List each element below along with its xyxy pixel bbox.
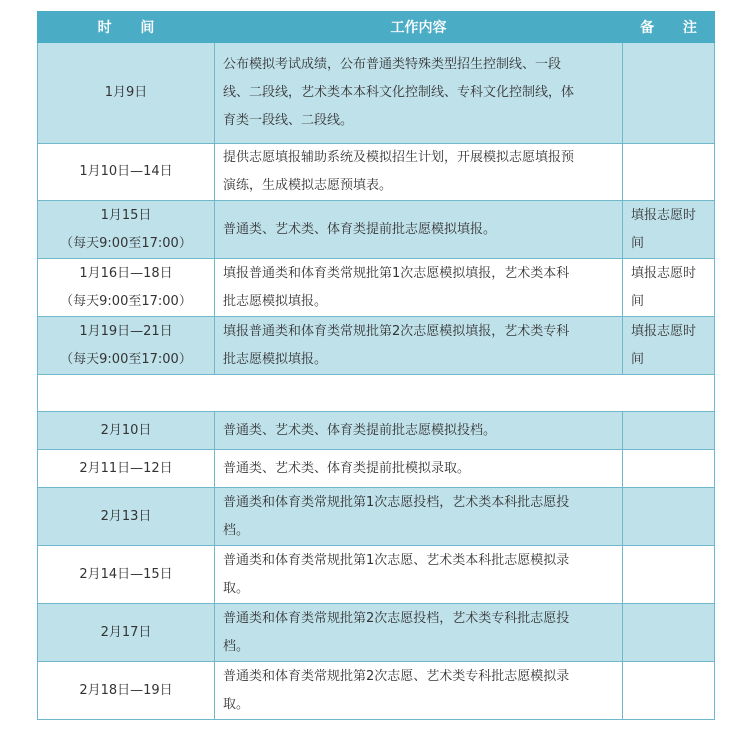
work-line: 批志愿模拟填报。 [223, 293, 328, 309]
note-cell [623, 450, 715, 488]
time-cell [38, 201, 215, 259]
note-cell [623, 317, 715, 375]
header-note: 备 注 [623, 12, 715, 43]
header-time: 时 间 [38, 12, 215, 43]
time-line: （每天9:00至17:00） [60, 235, 192, 251]
time-line: 1月16日—18日 [79, 265, 173, 281]
time-cell [38, 450, 215, 488]
time-line: 1月10日—14日 [79, 164, 173, 179]
work-line: 普通类和体育类常规批第1次志愿、艺术类本科批志愿模拟录 [223, 552, 570, 568]
time-cell [38, 259, 215, 317]
time-line: 1月9日 [104, 85, 148, 100]
time-cell [38, 662, 215, 720]
note-line: 填报志愿时 [631, 323, 697, 339]
work-line: 取。 [223, 696, 250, 712]
note-cell [623, 546, 715, 604]
note-line: 间 [631, 351, 645, 367]
note-line: 间 [631, 235, 645, 251]
table-row [38, 604, 715, 662]
schedule-table [37, 11, 715, 720]
work-cell [215, 662, 623, 720]
note-cell [623, 604, 715, 662]
note-line: 间 [631, 293, 645, 309]
work-line: 填报普通类和体育类常规批第2次志愿模拟填报，艺术类专科 [223, 323, 570, 339]
time-line: 2月11日—12日 [79, 460, 173, 476]
work-cell [215, 317, 623, 375]
work-line: 批志愿模拟填报。 [223, 351, 328, 367]
note-cell [623, 43, 715, 144]
time-line: 2月10日 [100, 422, 152, 438]
work-line: 普通类、艺术类、体育类提前批志愿模拟投档。 [223, 422, 497, 438]
table-row [38, 546, 715, 604]
time-cell [38, 546, 215, 604]
work-line: 档。 [223, 522, 250, 538]
work-line: 线、二段线，艺术类本本科文化控制线、专科文化控制线，体 [223, 85, 575, 100]
time-line: 2月14日—15日 [79, 566, 173, 582]
work-cell [215, 450, 623, 488]
time-cell [38, 412, 215, 450]
note-cell [623, 488, 715, 546]
work-cell [215, 546, 623, 604]
blank-cell [38, 375, 715, 412]
work-line: 提供志愿填报辅助系统及模拟招生计划，开展模拟志愿填报预 [223, 150, 575, 165]
time-line: （每天9:00至17:00） [60, 293, 192, 309]
header-work: 工作内容 [215, 12, 623, 43]
work-cell [215, 604, 623, 662]
work-cell [215, 259, 623, 317]
table-row [38, 488, 715, 546]
time-line: 1月15日 [100, 207, 152, 223]
note-cell [623, 662, 715, 720]
work-line: 普通类和体育类常规批第2次志愿、艺术类专科批志愿模拟录 [223, 668, 570, 684]
work-cell [215, 43, 623, 144]
table-header-row [38, 12, 715, 43]
work-line: 演练，生成模拟志愿预填表。 [223, 178, 393, 193]
work-line: 取。 [223, 580, 250, 596]
time-cell [38, 317, 215, 375]
note-cell [623, 144, 715, 201]
work-cell [215, 488, 623, 546]
work-cell [215, 144, 623, 201]
work-cell [215, 412, 623, 450]
note-cell [623, 259, 715, 317]
time-line: 2月13日 [100, 508, 152, 524]
table-row [38, 144, 715, 201]
table-row [38, 317, 715, 375]
work-line: 档。 [223, 638, 250, 654]
table-row [38, 259, 715, 317]
time-cell [38, 43, 215, 144]
table-row [38, 662, 715, 720]
table-row [38, 43, 715, 144]
time-line: （每天9:00至17:00） [60, 351, 192, 367]
work-line: 普通类、艺术类、体育类提前批模拟录取。 [223, 460, 471, 476]
note-line: 填报志愿时 [631, 207, 697, 223]
time-line: 2月17日 [100, 624, 152, 640]
work-line: 普通类和体育类常规批第1次志愿投档，艺术类本科批志愿投 [223, 494, 570, 510]
time-line: 1月19日—21日 [79, 323, 173, 339]
work-cell [215, 201, 623, 259]
note-cell [623, 412, 715, 450]
note-cell [623, 201, 715, 259]
work-line: 育类一段线、二段线。 [223, 113, 354, 128]
table-row [38, 450, 715, 488]
table-row [38, 201, 715, 259]
time-cell [38, 488, 215, 546]
work-line: 普通类和体育类常规批第2次志愿投档，艺术类专科批志愿投 [223, 610, 570, 626]
work-line: 填报普通类和体育类常规批第1次志愿模拟填报，艺术类本科 [223, 265, 570, 281]
time-cell [38, 144, 215, 201]
note-line: 填报志愿时 [631, 265, 697, 281]
work-line: 公布模拟考试成绩，公布普通类特殊类型招生控制线、一段 [223, 57, 562, 72]
table-row [38, 412, 715, 450]
table-row-blank [38, 375, 715, 412]
time-line: 2月18日—19日 [79, 682, 173, 698]
time-cell [38, 604, 215, 662]
work-line: 普通类、艺术类、体育类提前批志愿模拟填报。 [223, 221, 497, 237]
